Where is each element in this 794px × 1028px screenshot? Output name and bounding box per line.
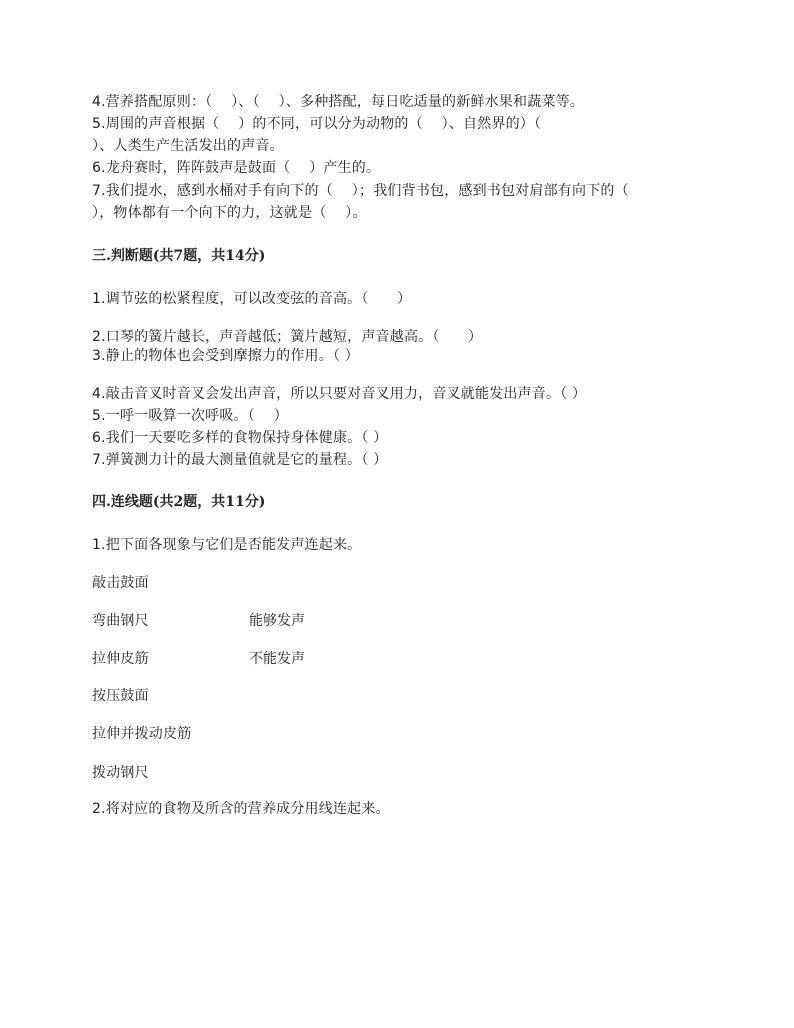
matching-left-item: 按压鼓面 bbox=[92, 688, 149, 704]
judge-question-7: 7.弹簧测力计的最大测量值就是它的量程。（ ） bbox=[92, 452, 388, 468]
fill-in-question-6: 6.龙舟赛时，阵阵鼓声是鼓面（ ）产生的。 bbox=[92, 160, 381, 176]
matching-right-item: 能够发声 bbox=[249, 613, 305, 629]
matching-question-1: 1.把下面各现象与它们是否能发声连起来。 bbox=[92, 537, 362, 553]
judge-question-3: 3.静止的物体也会受到摩擦力的作用。（ ） bbox=[92, 348, 360, 364]
matching-left-item: 敲击鼓面 bbox=[92, 575, 149, 591]
matching-left-item: 拉伸皮筋 bbox=[92, 651, 149, 667]
matching-left-item: 拨动钢尺 bbox=[92, 765, 149, 781]
matching-question-2: 2.将对应的食物及所含的营养成分用线连起来。 bbox=[92, 801, 390, 817]
judge-question-5: 5.一呼一吸算一次呼吸。（ ） bbox=[92, 408, 289, 424]
judge-question-6: 6.我们一天要吃多样的食物保持身体健康。（ ） bbox=[92, 430, 388, 446]
fill-in-question-5-line1: 5.周围的声音根据（ ）的不同，可以分为动物的（ ）、自然界的）（ bbox=[92, 116, 542, 132]
matching-left-item: 拉伸并拨动皮筋 bbox=[92, 726, 192, 742]
section-3-heading: 三.判断题(共7题，共14分) bbox=[92, 248, 266, 264]
fill-in-question-5-line2: ）、人类生产生活发出的声音。 bbox=[92, 138, 284, 154]
fill-in-question-4: 4.营养搭配原则：（ ）、（ ）、多种搭配，每日吃适量的新鲜水果和蔬菜等。 bbox=[92, 94, 585, 110]
judge-question-2: 2.口琴的簧片越长，声音越低；簧片越短，声音越高。（ ） bbox=[92, 329, 483, 345]
matching-left-item: 弯曲钢尺 bbox=[92, 613, 149, 629]
matching-right-item: 不能发声 bbox=[249, 651, 305, 667]
fill-in-question-7-line2: ），物体都有一个向下的力，这就是（ ）。 bbox=[92, 205, 367, 221]
judge-question-4: 4.敲击音叉时音叉会发出声音，所以只要对音叉用力，音叉就能发出声音。（ ） bbox=[92, 386, 587, 402]
fill-in-question-7-line1: 7.我们提水，感到水桶对手有向下的（ ）；我们背书包，感到书包对肩部有向下的（ bbox=[92, 183, 629, 199]
judge-question-1: 1.调节弦的松紧程度，可以改变弦的音高。（ ） bbox=[92, 291, 412, 307]
section-4-heading: 四.连线题(共2题，共11分) bbox=[92, 494, 266, 510]
